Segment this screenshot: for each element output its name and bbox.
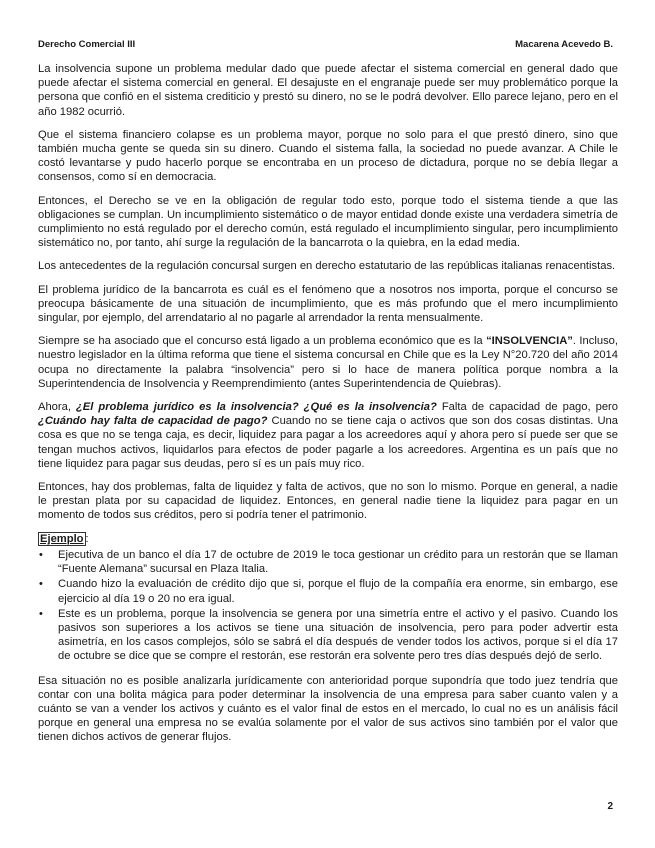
ejemplo-colon: : (85, 532, 89, 545)
ejemplo-list (38, 548, 618, 664)
paragraph-7 (38, 400, 618, 471)
list-item: • Cuando hizo la evaluación de crédito dijo que si, porque el flujo de la compañía era enorme, sin embargo, ese ejercicio al día 19 o 20 no era igual. (38, 577, 618, 605)
paragraph-7-text-b: Falta de capacidad de pago, pero (436, 401, 618, 414)
paragraph-1: La insolvencia supone un problema medular dado que puede afectar el sistema comercial en general dado que puede afectar el sistema comercial en general. El desajuste en el engranaje puede ser muy problemático porque la persona que confió en el sistema crediticio y prestó su dinero, no se le podrá devolver. Ello parece lejano, pero en el año 1982 ocurrió. (38, 63, 618, 118)
ejemplo-heading (38, 532, 618, 546)
paragraph-7-text-a: Ahora, (38, 401, 76, 414)
paragraph-6-text-a: Siempre se ha asociado que el concurso está ligado a un problema económico que es la (38, 335, 487, 348)
page-header (38, 39, 613, 53)
question-2: ¿Cuándo hay falta de capacidad de pago? (38, 415, 268, 428)
paragraph-8: Entonces, hay dos problemas, falta de liquidez y falta de activos, que no son lo mismo. Porque en general, a nadie le prestan plata por su capacidad de liquidez. Entonces, en general nadie tiene la liquidez para pagar en un momento de todos sus créditos, pero si podría tener el patrimonio. (38, 481, 618, 522)
page-number: 2 (607, 801, 613, 812)
paragraph-9: Esa situación no es posible analizarla jurídicamente con anterioridad porque supondría que todo juez tendría que contar con una bolita mágica para poder determinar la insolvencia de una empresa para saber cuanto valen y a cuánto se van a vender los activos y cuánto es el valor final de estos en el mercado, lo cual no es un análisis fácil porque en general una empresa no se evalúa solamente por el valor de sus activos sino también por el valor que tienen dichos activos de generar flujos. (38, 674, 618, 744)
paragraph-6 (38, 334, 618, 391)
document-body (38, 62, 618, 754)
paragraph-6-text-b: . Incluso, nuestro legislador en la última reforma que tiene el sistema concursal en Chile que es la Ley N°20.720 del año 2014 ocupa no directamente la palabra “insolvencia” pero si lo hace de manera política porque nombra a la Superintendencia de Insolvencia y Reemprendimiento (antes Superintendencia de Quiebras). (38, 335, 618, 390)
paragraph-4: Los antecedentes de la regulación concursal surgen en derecho estatutario de las repúblicas italianas renacentistas. (38, 260, 616, 273)
paragraph-5: El problema jurídico de la bancarrota es cuál es el fenómeno que a nosotros nos importa, porque el concurso se preocupa básicamente de una situación de incumplimiento, que es más profundo que el mero incumplimiento singular, por ejemplo, del arrendatario al no pagarle al arrendador la renta mensualmente. (38, 283, 618, 325)
list-item: • Este es un problema, porque la insolvencia se genera por una simetría entre el activo y el pasivo. Cuando los pasivos son superiores a los activos se tiene una situación de insolvencia, pero para poder advertir esta asimetría, en los casos complejos, sólo se sabrá el día después de vender todos los activos, porque si el día 17 de octubre se dice que se compre el restorán, ese restorán era solvente pero tres días después dejó de serlo. (38, 607, 618, 664)
paragraph-7-text-c: Cuando no se tiene caja o activos que son dos cosas distintas. Una cosa es que no se tenga caja, es decir, liquidez para pagar a los acreedores aquí y ahora pero sí puede ser que se tengan muchos activos, liquidarlos para efectos de poder pagarle a los acreedores. Argentina es un país que no tiene liquidez para pagar sus deudas, pero sí es un país muy rico. (38, 415, 618, 470)
paragraph-3: Entonces, el Derecho se ve en la obligación de regular todo esto, porque todo el sistema tiende a que las obligaciones se cumplan. Un incumplimiento sistemático o de mayor entidad donde existe una verdadera simetría de cumplimiento no está regulado por el derecho común, está regulado el incumplimiento singular, pero incumplimiento sistemático no, por tanto, ahí surge la regulación de la bancarrota o la quiebra, en la edad media. (38, 194, 618, 250)
author-name: Macarena Acevedo B. (515, 39, 613, 50)
ejemplo-label: Ejemplo (40, 532, 84, 545)
list-item: • Ejecutiva de un banco el día 17 de octubre de 2019 le toca gestionar un crédito para un restorán que se llaman “Fuente Alemana” sucursal en Plaza Italia. (38, 548, 618, 576)
paragraph-2: Que el sistema financiero colapse es un problema mayor, porque no solo para el que prestó dinero, sino que también mucha gente se queda sin su dinero. Cuando el sistema falla, la sociedad no puede avanzar. A Chile le costó levantarse y pudo hacerlo porque se encontraba en un proceso de dictadura, porque no se debía llegar a consensos, como sí en democracia. (38, 128, 618, 184)
insolvencia-term: “INSOLVENCIA” (486, 335, 573, 348)
course-title: Derecho Comercial III (38, 39, 136, 50)
question-1: ¿El problema jurídico es la insolvencia? ¿Qué es la insolvencia? (75, 401, 437, 414)
